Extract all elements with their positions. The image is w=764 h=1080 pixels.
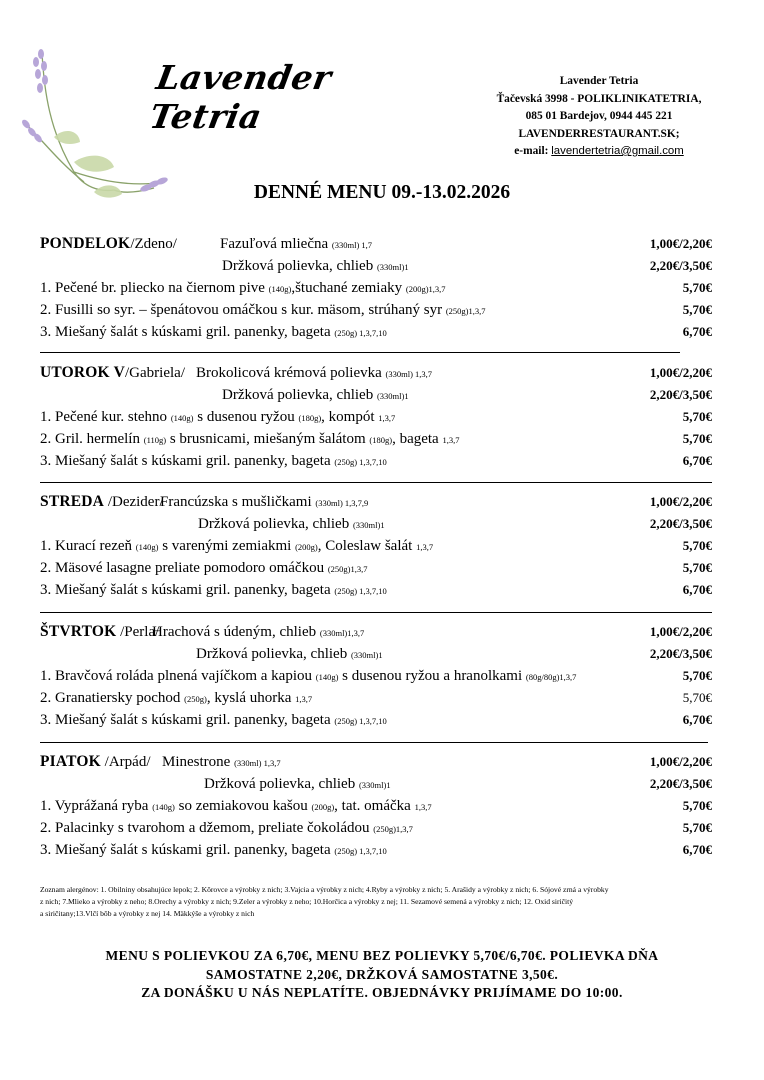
soup-line xyxy=(40,233,720,255)
nameday: /Arpád/ xyxy=(100,754,151,770)
menu-item: 2. Mäsové lasagne preliate pomodoro omáčkou (250g)1,3,7 5,70€ xyxy=(40,557,720,579)
soup-line xyxy=(40,513,720,535)
nameday: /Perla/ xyxy=(116,624,160,640)
allergen-list xyxy=(40,884,720,920)
item-price: 6,70€ xyxy=(682,324,712,339)
separator-line xyxy=(40,742,708,743)
item-price: 6,70€ xyxy=(682,712,712,727)
day-block xyxy=(40,491,720,601)
brand-logo: Lavender Tetria xyxy=(146,58,335,136)
footer-line: MENU S POLIEVKOU ZA 6,70€, MENU BEZ POLIEVKY 5,70€/6,70€. POLIEVKA DŇA xyxy=(105,948,659,963)
day-name: PONDELOK xyxy=(40,235,131,252)
soup-name: Držková polievka, chlieb (330ml)1 xyxy=(222,387,409,403)
soup-price: 1,00€/2,20€ xyxy=(649,365,712,380)
day-name: STREDA xyxy=(40,493,105,510)
separator-line xyxy=(40,482,712,483)
menu-item: 1. Pečené kur. stehno (140g) s dusenou ryžou (180g), kompót 1,3,7 5,70€ xyxy=(40,406,720,428)
soup-line xyxy=(40,621,720,643)
contact-line: LAVENDERRESTAURANT.SK; xyxy=(518,127,680,140)
menu-title: DENNÉ MENU 09.-13.02.2026 xyxy=(253,182,511,203)
item-price: 5,70€ xyxy=(682,668,712,683)
contact-block xyxy=(470,73,728,161)
menu-item: 2. Granatiersky pochod (250g), kyslá uhorka 1,3,7 5,70€ xyxy=(40,687,720,709)
item-price: 5,70€ xyxy=(682,302,712,317)
day-block xyxy=(40,621,720,731)
separator-line xyxy=(40,612,712,613)
item-price: 5,70€ xyxy=(682,409,712,424)
menu-item: 2. Gril. hermelín (110g) s brusnicami, miešaným šalátom (180g), bageta 1,3,7 5,70€ xyxy=(40,428,720,450)
soup-price: 1,00€/2,20€ xyxy=(649,754,712,769)
soup-price: 1,00€/2,20€ xyxy=(649,236,712,251)
soup-price: 2,20€/3,50€ xyxy=(649,516,712,531)
menu-item: 1. Pečené br. pliecko na čiernom pive (140g),štuchané zemiaky (200g)1,3,7 5,70€ xyxy=(40,277,720,299)
soup-line xyxy=(40,255,720,277)
soup-line xyxy=(40,362,720,384)
footer-line: ZA DONÁŠKU U NÁS NEPLATÍTE. OBJEDNÁVKY PRIJÍMAME DO 10:00. xyxy=(141,985,623,1000)
soup-price: 1,00€/2,20€ xyxy=(649,624,712,639)
footer-line: SAMOSTATNE 2,20€, DRŽKOVÁ SAMOSTATNE 3,50€. xyxy=(205,966,559,982)
soup-name: Brokolicová krémová polievka (330ml) 1,3,7 xyxy=(196,365,433,381)
email-link[interactable]: lavendertetria@gmail.com xyxy=(551,145,684,157)
menu-item: 1. Vyprážaná ryba (140g) so zemiakovou kašou (200g), tat. omáčka 1,3,7 5,70€ xyxy=(40,795,720,817)
day-name: UTOROK V xyxy=(40,364,126,381)
soup-price: 2,20€/3,50€ xyxy=(649,776,712,791)
menu-item: 2. Palacinky s tvarohom a džemom, preliate čokoládou (250g)1,3,7 5,70€ xyxy=(40,817,720,839)
allergen-line: a siričitany;13.Vlčí bôb a výrobky z nej 14. Mäkkýše a výrobky z nich xyxy=(40,909,255,918)
soup-price: 1,00€/2,20€ xyxy=(649,494,712,509)
soup-name: Francúzska s mušličkami (330ml) 1,3,7,9 xyxy=(160,494,369,510)
soup-name: Minestrone (330ml) 1,3,7 xyxy=(162,754,281,770)
menu-item: 3. Miešaný šalát s kúskami gril. panenky, bageta (250g) 1,3,7,10 6,70€ xyxy=(40,709,720,731)
separator-line xyxy=(40,352,680,353)
nameday: /Dezider/ xyxy=(104,494,164,510)
day-block xyxy=(40,751,720,861)
soup-line xyxy=(40,751,720,773)
nameday: /Gabriela/ xyxy=(125,365,185,381)
soup-name: Držková polievka, chlieb (330ml)1 xyxy=(196,646,383,662)
nameday: /Zdeno/ xyxy=(130,236,177,252)
soup-line xyxy=(40,384,720,406)
item-price: 6,70€ xyxy=(682,842,712,857)
soup-line xyxy=(40,773,720,795)
soup-line xyxy=(40,491,720,513)
soup-name: Držková polievka, chlieb (330ml)1 xyxy=(222,258,409,274)
menu-item: 3. Miešaný šalát s kúskami gril. panenky, bageta (250g) 1,3,7,10 6,70€ xyxy=(40,579,720,601)
menu-item: 2. Fusilli so syr. – špenátovou omáčkou s kur. mäsom, strúhaný syr (250g)1,3,7 5,70€ xyxy=(40,299,720,321)
email-label: e-mail: xyxy=(514,145,549,157)
menu-item: 3. Miešaný šalát s kúskami gril. panenky, bageta (250g) 1,3,7,10 6,70€ xyxy=(40,321,720,343)
contact-line: 085 01 Bardejov, 0944 445 221 xyxy=(525,110,673,122)
item-price: 6,70€ xyxy=(682,582,712,597)
soup-line xyxy=(40,643,720,665)
soup-price: 2,20€/3,50€ xyxy=(649,646,712,661)
menu-item: 3. Miešaný šalát s kúskami gril. panenky, bageta (250g) 1,3,7,10 6,70€ xyxy=(40,450,720,472)
item-price: 5,70€ xyxy=(682,280,712,295)
menu-item: 3. Miešaný šalát s kúskami gril. panenky, bageta (250g) 1,3,7,10 6,70€ xyxy=(40,839,720,861)
email-line xyxy=(470,143,728,161)
soup-name: Fazuľová mliečna (330ml) 1,7 xyxy=(220,236,373,252)
menu-item: 1. Kurací rezeň (140g) s varenými zemiakmi (200g), Coleslaw šalát 1,3,7 5,70€ xyxy=(40,535,720,557)
soup-name: Držková polievka, chlieb (330ml)1 xyxy=(204,776,391,792)
item-price: 5,70€ xyxy=(682,820,712,835)
soup-name: Hrachová s údeným, chlieb (330ml)1,3,7 xyxy=(152,624,365,640)
contact-line: Ťačevská 3998 - POLIKLINIKATETRIA, xyxy=(496,92,702,105)
menu-item: 1. Bravčová roláda plnená vajíčkom a kapiou (140g) s dusenou ryžou a hranolkami (80g/80g)1,3,7 5,70€ xyxy=(40,665,720,687)
day-block xyxy=(40,233,720,343)
item-price: 5,70€ xyxy=(682,690,712,705)
item-price: 5,70€ xyxy=(682,560,712,575)
day-block xyxy=(40,362,720,472)
soup-price: 2,20€/3,50€ xyxy=(649,387,712,402)
item-price: 5,70€ xyxy=(682,798,712,813)
day-name: PIATOK xyxy=(40,753,101,770)
soup-name: Držková polievka, chlieb (330ml)1 xyxy=(198,516,385,532)
item-price: 5,70€ xyxy=(682,431,712,446)
day-name: ŠTVRTOK xyxy=(40,623,117,640)
menu-footer xyxy=(0,947,764,1003)
soup-price: 2,20€/3,50€ xyxy=(649,258,712,273)
allergen-line: Zoznam alergénov: 1. Obilniny obsahujúce lepok; 2. Kôrovce a výrobky z nich; 3.Vajcia a výrobky z nich; 4.Ryby a výrobky z nich; 5. Arašidy a výrobky z nich; 6. Sójové zrná a výrobky xyxy=(40,885,609,894)
contact-line: Lavender Tetria xyxy=(559,75,639,87)
item-price: 6,70€ xyxy=(682,453,712,468)
allergen-line: z nich; 7.Mlieko a výrobky z neho; 8.Orechy a výrobky z nich; 9.Zeler a výrobky z neho; 10.Horčica a výrobky z nej; 11. Sezamové semená a výrobky z nich; 12. Oxid siričitý xyxy=(40,897,574,906)
item-price: 5,70€ xyxy=(682,538,712,553)
